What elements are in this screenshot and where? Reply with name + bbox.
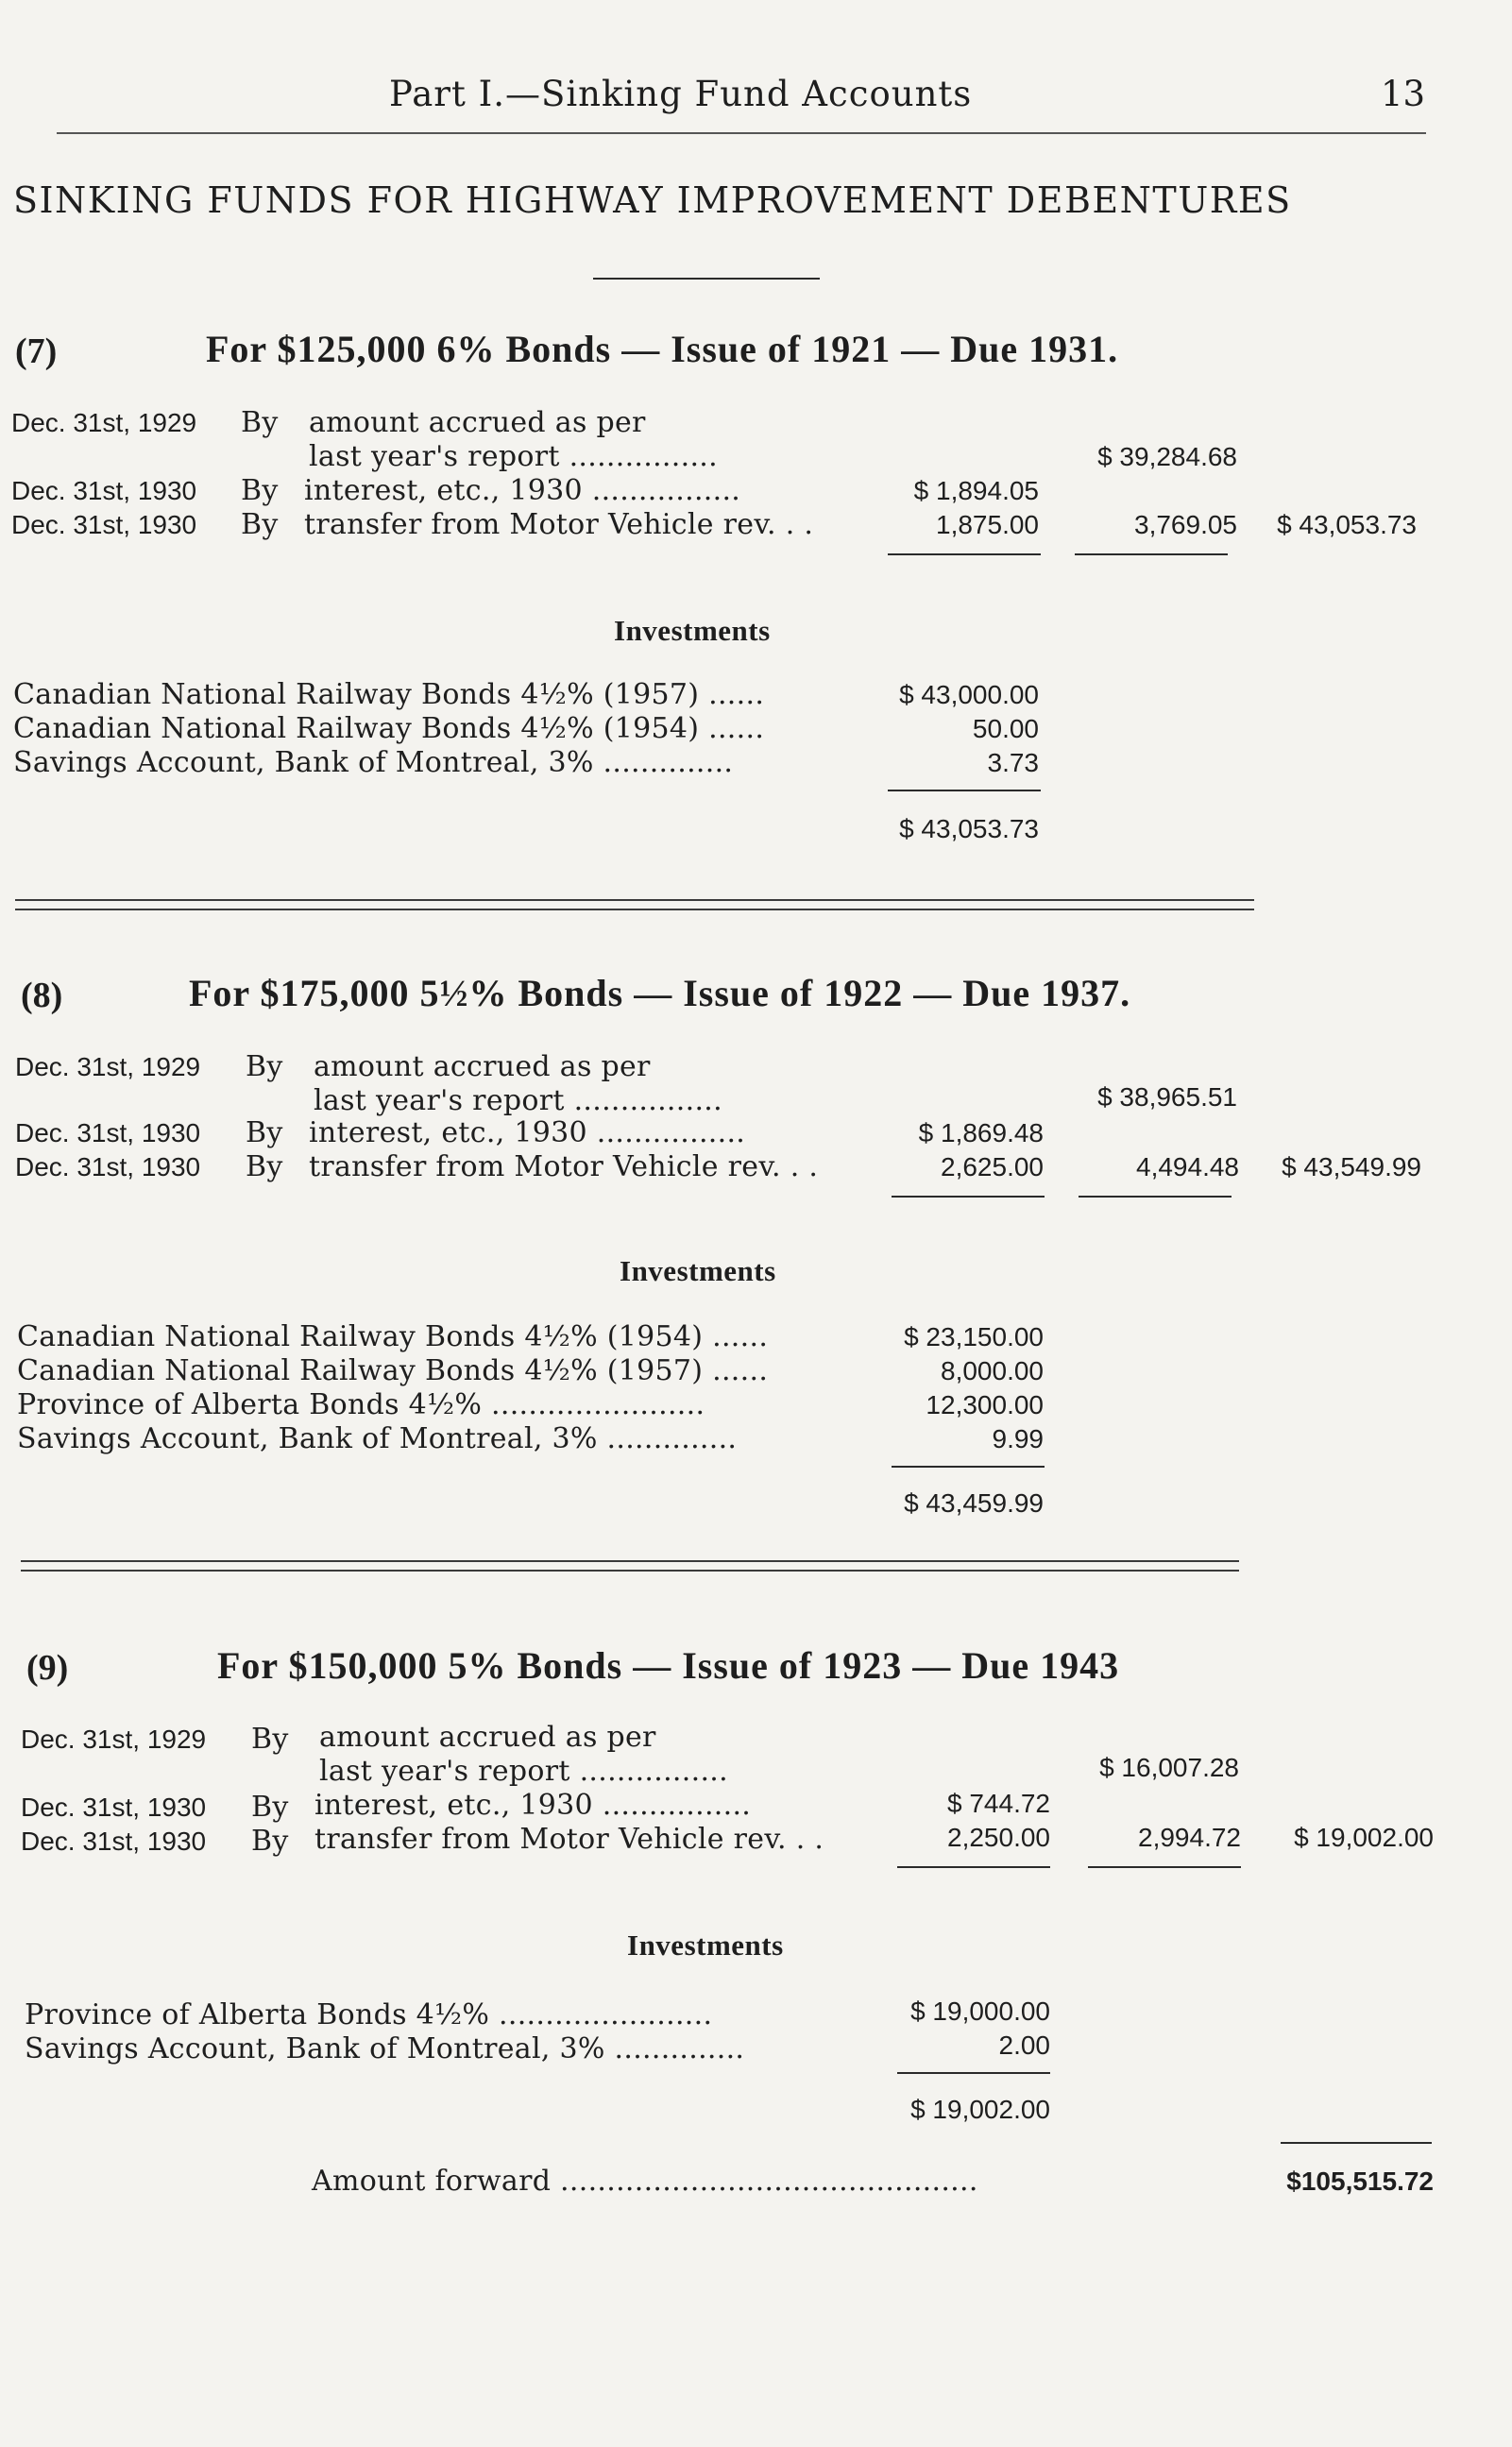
section-total: $ 43,549.99 [1282, 1152, 1421, 1181]
investment-desc: Savings Account, Bank of Montreal, 3% .............. [17, 1422, 738, 1455]
entry-desc: transfer from Motor Vehicle rev. . . [314, 1823, 824, 1856]
subtotal-amount: 3,769.05 [1134, 510, 1237, 539]
investments-total: $ 43,053.73 [899, 814, 1039, 843]
investment-amount: 2.00 [998, 2031, 1050, 2060]
section-title: For $175,000 5½% Bonds — Issue of 1922 — Due 1937. [189, 972, 1131, 1014]
section-total: $ 19,002.00 [1294, 1823, 1434, 1852]
transfer-amount: 2,250.00 [947, 1823, 1050, 1852]
title-rule [593, 278, 820, 280]
amount-forward-value: $105,515.72 [1286, 2167, 1434, 2196]
accrued-amount: $ 39,284.68 [1097, 442, 1237, 471]
investment-desc: Province of Alberta Bonds 4½% ....................... [17, 1388, 705, 1421]
investment-amount: $ 23,150.00 [904, 1322, 1044, 1351]
investment-desc: Canadian National Railway Bonds 4½% (1957) ...... [13, 678, 765, 711]
interest-amount: $ 744.72 [947, 1789, 1050, 1818]
investment-amount: 9.99 [992, 1424, 1044, 1453]
underline [892, 1196, 1045, 1198]
investment-desc: Canadian National Railway Bonds 4½% (1954) ...... [13, 712, 765, 745]
underline [1079, 1196, 1232, 1198]
investment-amount: $ 19,000.00 [910, 1997, 1050, 2026]
investments-total: $ 43,459.99 [904, 1488, 1044, 1518]
entry-date: Dec. 31st, 1930 [11, 510, 197, 539]
entry-desc: interest, etc., 1930 ................ [304, 474, 741, 507]
entry-desc: last year's report ................ [319, 1755, 728, 1788]
underline [897, 2072, 1050, 2074]
investments-total: $ 19,002.00 [910, 2095, 1050, 2124]
investments-heading: Investments [627, 1929, 784, 1962]
entry-desc: interest, etc., 1930 ................ [309, 1116, 746, 1149]
underline [1075, 553, 1228, 555]
investment-desc: Canadian National Railway Bonds 4½% (1957) ...... [17, 1354, 769, 1387]
section-title: For $150,000 5% Bonds — Issue of 1923 — Due 1943 [217, 1644, 1120, 1687]
transfer-amount: 1,875.00 [936, 510, 1039, 539]
subtotal-amount: 4,494.48 [1136, 1152, 1239, 1181]
entry-date: Dec. 31st, 1929 [15, 1052, 201, 1081]
investment-desc: Savings Account, Bank of Montreal, 3% .............. [25, 2032, 745, 2065]
entry-date: Dec. 31st, 1929 [11, 408, 197, 437]
entry-date: Dec. 31st, 1930 [15, 1152, 201, 1181]
entry-desc: transfer from Motor Vehicle rev. . . [304, 508, 814, 541]
section-number: (9) [26, 1648, 69, 1688]
investment-desc: Province of Alberta Bonds 4½% ....................... [25, 1998, 713, 2031]
running-header: Part I.—Sinking Fund Accounts [389, 74, 973, 114]
header-rule [57, 132, 1426, 134]
section-number: (7) [15, 331, 58, 371]
section-divider [15, 909, 1254, 910]
investment-desc: Savings Account, Bank of Montreal, 3% .............. [13, 746, 734, 779]
entry-date: Dec. 31st, 1930 [11, 476, 197, 505]
section-divider [21, 1570, 1239, 1572]
accrued-amount: $ 38,965.51 [1097, 1082, 1237, 1112]
underline [1088, 1866, 1241, 1868]
entry-by: By [251, 1723, 289, 1756]
entry-by: By [246, 1050, 283, 1083]
section-divider [21, 1560, 1239, 1562]
underline [888, 553, 1041, 555]
investments-heading: Investments [620, 1254, 776, 1287]
section-number: (8) [21, 976, 63, 1015]
section-title: For $125,000 6% Bonds — Issue of 1921 — Due 1931. [206, 328, 1119, 370]
page-number: 13 [1381, 74, 1426, 114]
investment-desc: Canadian National Railway Bonds 4½% (1954) ...... [17, 1320, 769, 1353]
underline [888, 790, 1041, 791]
entry-date: Dec. 31st, 1930 [15, 1118, 201, 1147]
investment-amount: 3.73 [987, 748, 1039, 777]
accrued-amount: $ 16,007.28 [1099, 1753, 1239, 1782]
underline [892, 1466, 1045, 1468]
entry-date: Dec. 31st, 1930 [21, 1827, 207, 1856]
section-total: $ 43,053.73 [1277, 510, 1417, 539]
section-divider [15, 899, 1254, 901]
interest-amount: $ 1,894.05 [913, 476, 1039, 505]
entry-date: Dec. 31st, 1930 [21, 1793, 207, 1822]
investment-amount: 50.00 [972, 714, 1039, 743]
entry-by: By [251, 1825, 289, 1858]
investment-amount: $ 43,000.00 [899, 680, 1039, 709]
entry-by: By [246, 1116, 283, 1149]
entry-date: Dec. 31st, 1929 [21, 1725, 207, 1754]
investment-amount: 12,300.00 [926, 1390, 1044, 1419]
subtotal-amount: 2,994.72 [1138, 1823, 1241, 1852]
transfer-amount: 2,625.00 [941, 1152, 1044, 1181]
entry-desc: transfer from Motor Vehicle rev. . . [309, 1150, 819, 1183]
investment-amount: 8,000.00 [941, 1356, 1044, 1385]
entry-desc: amount accrued as per [319, 1721, 656, 1754]
entry-by: By [251, 1791, 289, 1824]
entry-desc: interest, etc., 1930 ................ [314, 1789, 752, 1822]
underline [897, 1866, 1050, 1868]
amount-forward-label: Amount forward ............................................. [312, 2165, 978, 2198]
entry-desc: last year's report ................ [314, 1084, 722, 1117]
entry-desc: amount accrued as per [314, 1050, 651, 1083]
interest-amount: $ 1,869.48 [918, 1118, 1044, 1147]
investments-heading: Investments [614, 614, 771, 647]
entry-desc: last year's report ................ [309, 440, 718, 473]
entry-desc: amount accrued as per [309, 406, 646, 439]
entry-by: By [241, 474, 279, 507]
forward-underline [1281, 2142, 1432, 2144]
entry-by: By [241, 508, 279, 541]
entry-by: By [241, 406, 279, 439]
main-title: SINKING FUNDS FOR HIGHWAY IMPROVEMENT DEBENTURES [13, 179, 1292, 221]
entry-by: By [246, 1150, 283, 1183]
